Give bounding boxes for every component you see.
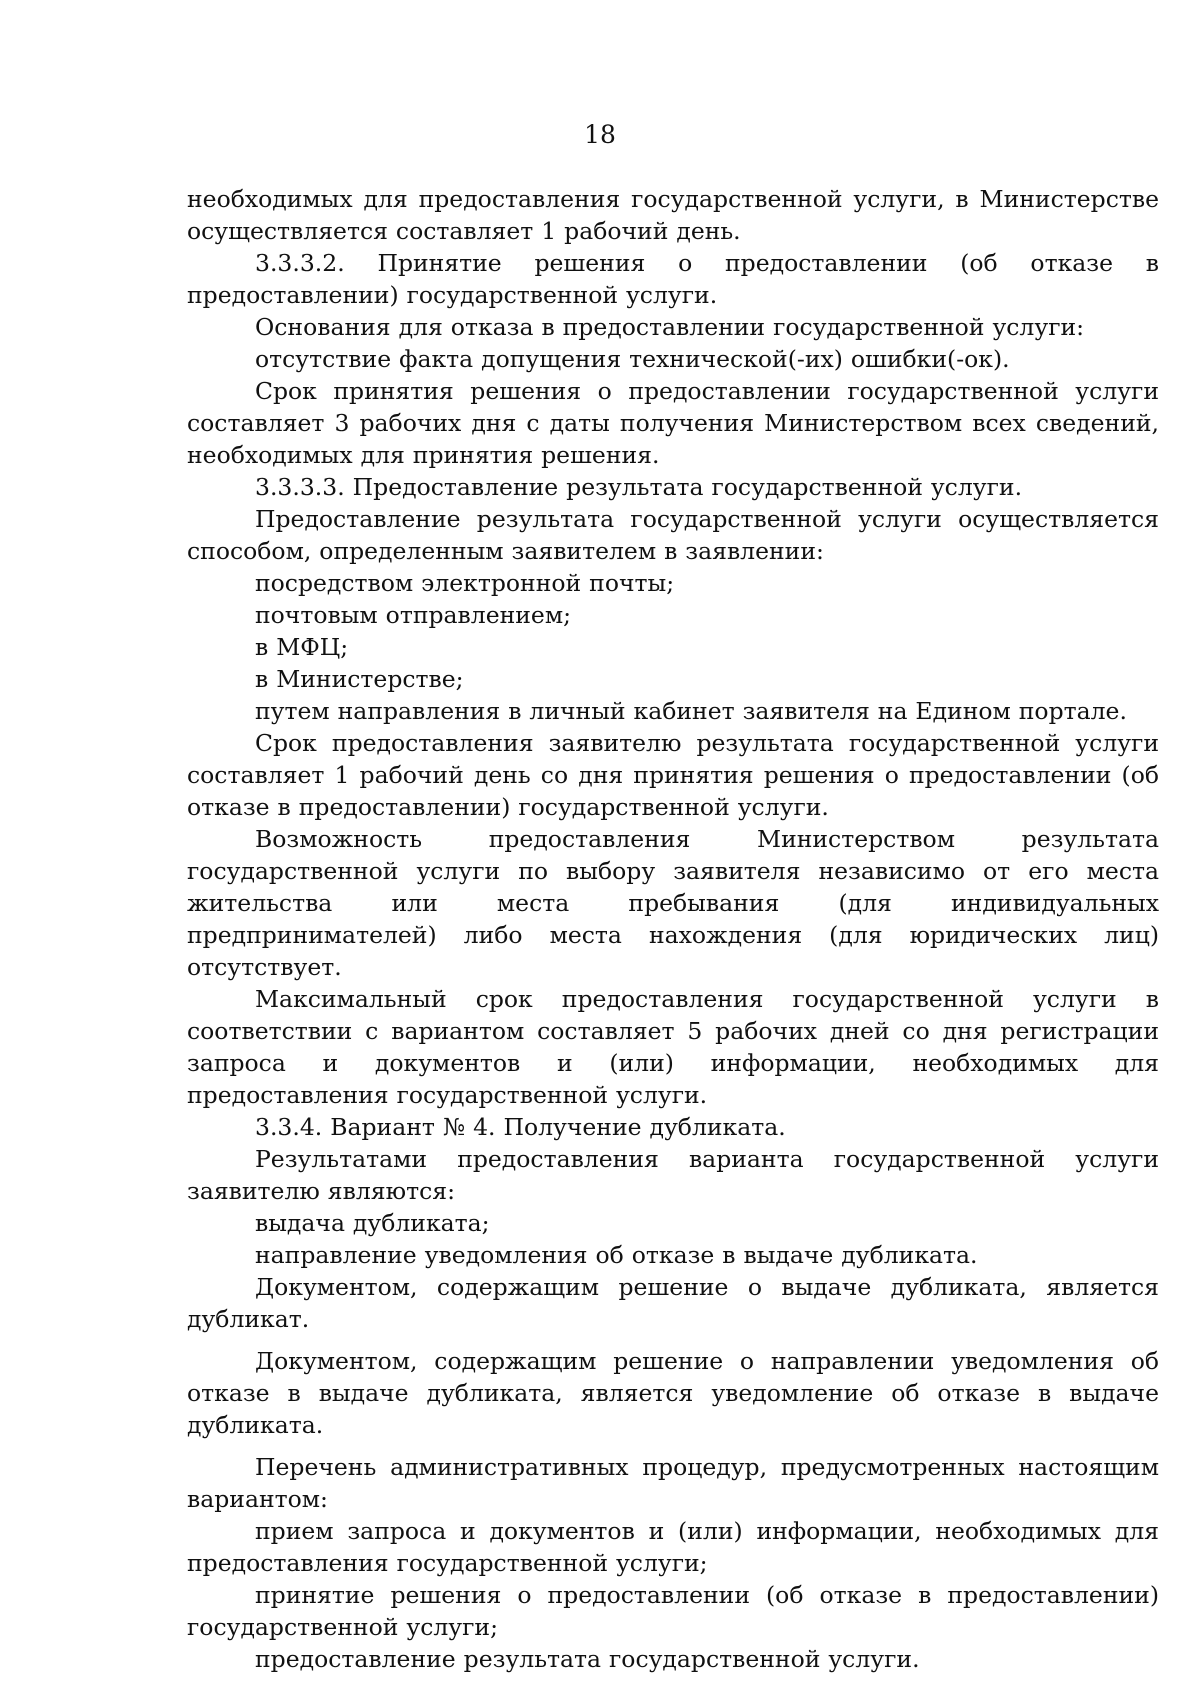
paragraph: Максимальный срок предоставления государственной услуги в соответствии с вариантом составляет 5 рабочих дней со дня регистрации запроса и документов и (или) информации, необходимых для предоставления государственной услуги.: [187, 985, 1159, 1109]
section-heading-3-3-4: 3.3.4. Вариант № 4. Получение дубликата.: [255, 1113, 786, 1141]
list-item: принятие решения о предоставлении (об отказе в предоставлении) государственной услуги;: [187, 1581, 1159, 1641]
document-body: [187, 183, 1159, 1675]
paragraph: Документом, содержащим решение о направлении уведомления об отказе в выдаче дубликата, является уведомление об отказе в выдаче дубликата.: [187, 1347, 1159, 1439]
list-item: предоставление результата государственной услуги.: [255, 1645, 920, 1673]
paragraph: Возможность предоставления Министерством результата государственной услуги по выбору заявителя независимо от его места жительства или места пребывания (для индивидуальных предпринимателей) либо места нахождения (для юридических лиц) отсутствует.: [187, 825, 1159, 981]
list-item: путем направления в личный кабинет заявителя на Едином портале.: [255, 697, 1127, 725]
list-item: посредством электронной почты;: [255, 569, 675, 597]
paragraph: Результатами предоставления варианта государственной услуги заявителю являются:: [187, 1145, 1159, 1205]
paragraph: Основания для отказа в предоставлении государственной услуги:: [255, 313, 1085, 341]
paragraph: Документом, содержащим решение о выдаче дубликата, является дубликат.: [187, 1273, 1159, 1333]
paragraph: Предоставление результата государственной услуги осуществляется способом, определенным заявителем в заявлении:: [187, 505, 1159, 565]
list-item: почтовым отправлением;: [255, 601, 572, 629]
section-heading-3-3-3-2: 3.3.3.2. Принятие решения о предоставлении (об отказе в предоставлении) государственной услуги.: [187, 249, 1159, 309]
list-item: в Министерстве;: [255, 665, 464, 693]
list-item: направление уведомления об отказе в выдаче дубликата.: [255, 1241, 978, 1269]
list-item: отсутствие факта допущения технической(-их) ошибки(-ок).: [255, 345, 1010, 373]
paragraph: Перечень административных процедур, предусмотренных настоящим вариантом:: [187, 1453, 1159, 1513]
page-number: 18: [584, 120, 616, 149]
list-item: в МФЦ;: [255, 633, 349, 661]
list-item: выдача дубликата;: [255, 1209, 490, 1237]
list-item: прием запроса и документов и (или) информации, необходимых для предоставления государственной услуги;: [187, 1517, 1159, 1577]
paragraph-continuation: необходимых для предоставления государственной услуги, в Министерстве осуществляется составляет 1 рабочий день.: [187, 185, 1159, 245]
paragraph: Срок принятия решения о предоставлении государственной услуги составляет 3 рабочих дня с даты получения Министерством всех сведений, необходимых для принятия решения.: [187, 377, 1159, 469]
paragraph: Срок предоставления заявителю результата государственной услуги составляет 1 рабочий день со дня принятия решения о предоставлении (об отказе в предоставлении) государственной услуги.: [187, 729, 1159, 821]
section-heading-3-3-3-3: 3.3.3.3. Предоставление результата государственной услуги.: [255, 473, 1023, 501]
